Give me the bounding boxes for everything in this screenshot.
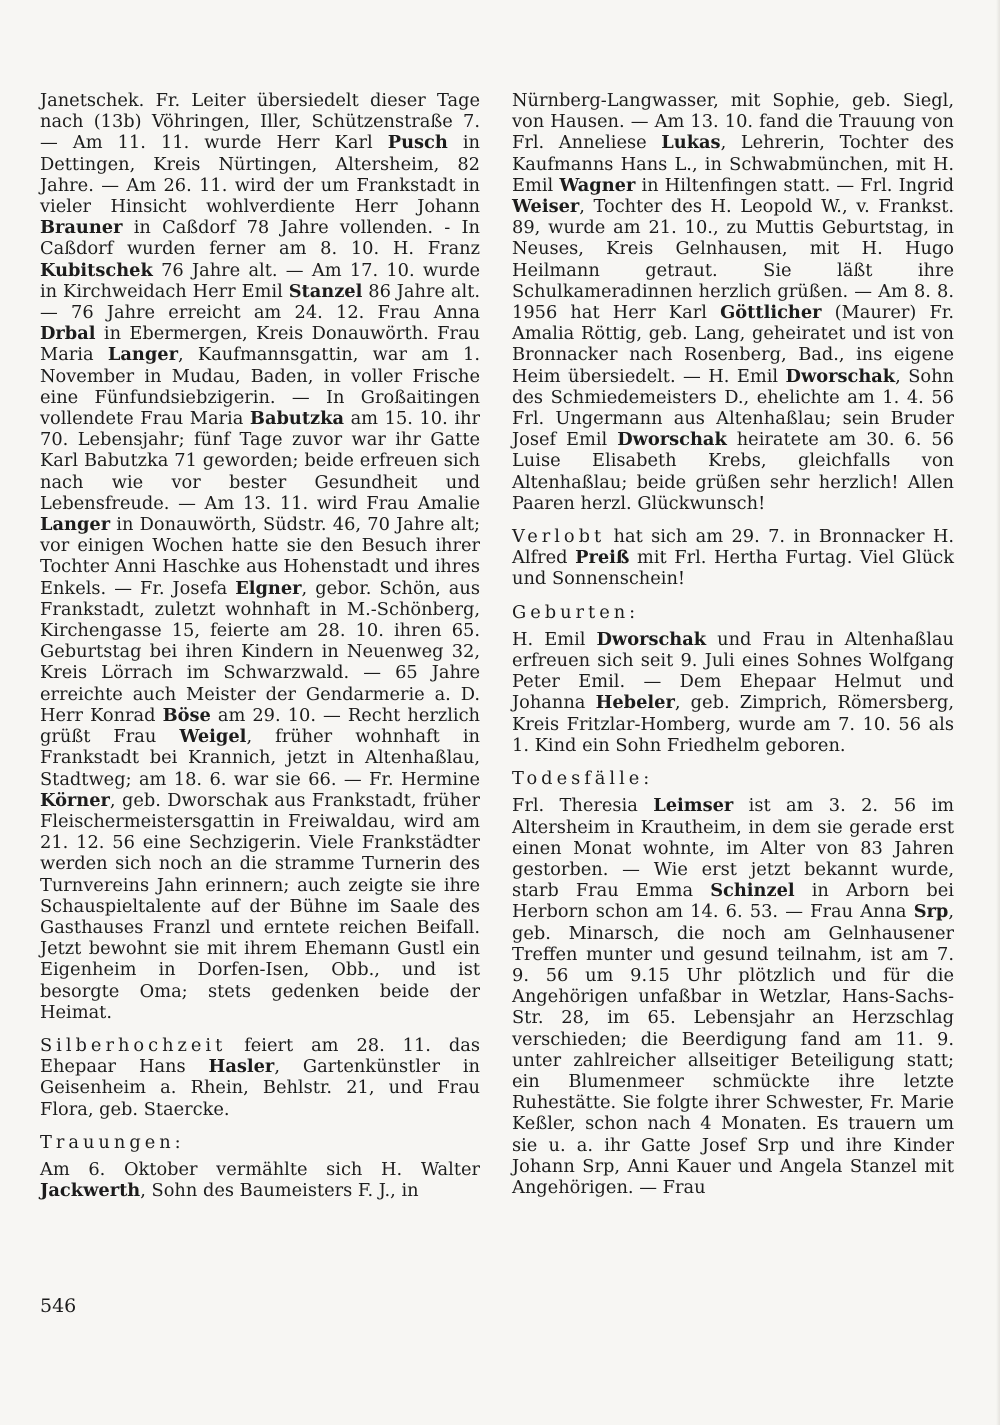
bold-name: Lukas bbox=[661, 132, 721, 154]
silver-wedding-paragraph bbox=[40, 1035, 480, 1120]
bold-name: Wagner bbox=[559, 174, 636, 196]
bold-name: Babutzka bbox=[249, 408, 344, 430]
weddings-paragraph: Am 6. Oktober vermählte sich H. Walter Jackwerth, Sohn des Baumeisters F. J., in bbox=[40, 1158, 480, 1202]
weddings-heading: Trauungen: bbox=[40, 1131, 185, 1153]
silver-wedding-heading: Silberhochzeit bbox=[40, 1034, 227, 1056]
bold-name: Dworschak bbox=[617, 429, 727, 451]
births-heading: Geburten: bbox=[512, 601, 640, 623]
bold-name: Jackwerth bbox=[40, 1180, 141, 1202]
bold-name: Elgner bbox=[235, 577, 302, 599]
bold-name: Hebeler bbox=[595, 692, 675, 714]
bold-name: Dworschak bbox=[785, 365, 896, 387]
bold-name: Stanzel bbox=[288, 280, 363, 302]
bold-name: Hasler bbox=[208, 1056, 275, 1078]
right-column bbox=[512, 90, 954, 1198]
page-number: 546 bbox=[40, 1295, 77, 1317]
bold-name: Pusch bbox=[387, 132, 448, 154]
bold-name: Weigel bbox=[179, 726, 247, 748]
births-paragraph: H. Emil Dworschak und Frau in Altenhaßlau erfreuen sich seit 9. Juli eines Sohnes Wolfgang Peter Emil. — Dem Ehepaar Helmut und Johanna Hebeler, geb. Zimprich, Römersberg, Kreis Fritzlar-Homberg, wurde am 7. 10. 56 als 1. Kind ein Sohn Friedhelm geboren. bbox=[512, 628, 955, 756]
bold-name: Kubitschek bbox=[40, 259, 153, 281]
bold-name: Dworschak bbox=[596, 628, 707, 650]
bold-name: Göttlicher bbox=[720, 302, 822, 324]
bold-name: Weiser bbox=[512, 196, 580, 218]
bold-name: Körner bbox=[40, 789, 110, 811]
deaths-paragraph: Frl. Theresia Leimser ist am 3. 2. 56 im Altersheim in Krautheim, in dem sie gerade erst einen Monat wohnte, im Alter von 83 Jahren gestorben. — Wie erst jetzt bekannt wurde, starb Frau Emma Schinzel in Arborn bei Herborn schon am 14. 6. 53. — Frau Anna Srp, geb. Minarsch, die noch am Gelnhausener Treffen munter und gesund teilnahm, ist am 7. 9. 56 um 9.15 Uhr plötzlich und für die Angehörigen unfaßbar in Wetzlar, Hans-Sachs-Str. 28, im 65. Lebensjahr an Herzschlag verschieden; die Beerdigung fand am 11. 9. unter zahlreicher allseitiger Beteiligung statt; ein Blumenmeer schmückte ihre letzte Ruhestätte. Sie folgte ihrer Schwester, Fr. Marie Keßler, schon nach 4 Monaten. Es trauern um sie u. a. ihr Gatte Josef Srp und ihre Kinder Johann Srp, Anni Kauer und Angela Stanzel mit Angehörigen. — Frau bbox=[512, 795, 954, 1198]
bold-name: Drbal bbox=[40, 323, 96, 345]
left-column bbox=[40, 90, 480, 1201]
silver-wedding-text: feiert am 28. 11. das Ehepaar Hans Hasler, Gartenkünstler in Geisenheim a. Rhein, Behlstr. 21, und Frau Flora, geb. Staercke. bbox=[40, 1034, 480, 1120]
bold-name: Schinzel bbox=[710, 880, 795, 902]
engagement-paragraph bbox=[512, 526, 954, 590]
bold-name: Brauner bbox=[40, 217, 123, 239]
left-paragraph-birthdays: Janetschek. Fr. Leiter übersiedelt dieser Tage nach (13b) Vöhringen, Iller, Schützenstraße 7. — Am 11. 11. wurde Herr Karl Pusch in Dettingen, Kreis Nürtingen, Altersheim, 82 Jahre. — Am 26. 11. wird der um Frankstadt in vieler Hinsicht wohlverdiente Herr Johann Brauner in Caßdorf 78 Jahre vollenden. - In Caßdorf wurden ferner am 8. 10. H. Franz Kubitschek 76 Jahre alt. — Am 17. 10. wurde in Kirchweidach Herr Emil Stanzel 86 Jahre alt. — 76 Jahre erreicht am 24. 12. Frau Anna Drbal in Ebermergen, Kreis Donauwörth. Frau Maria Langer, Kaufmannsgattin, war am 1. November in Mudau, Baden, in voller Frische eine Fünfundsiebzigerin. — In Großaitingen vollendete Frau Maria Babutzka am 15. 10. ihr 70. Lebensjahr; fünf Tage zuvor war ihr Gatte Karl Babutzka 71 geworden; beide erfreuen sich nach wie vor bester Gesundheit und Lebensfreude. — Am 13. 11. wird Frau Amalie Langer in Donauwörth, Südstr. 46, 70 Jahre alt; vor einigen Wochen hatte sie den Besuch ihrer Tochter Anni Haschke aus Hohenstadt und ihres Enkels. — Fr. Josefa Elgner, gebor. Schön, aus Frankstadt, zuletzt wohnhaft in M.-Schönberg, Kirchengasse 15, feierte am 28. 10. ihren 65. Geburtstag bei ihren Kindern in Neuenweg 32, Kreis Lörrach im Schwarzwald. — 65 Jahre erreichte auch Meister der Gendarmerie a. D. Herr Konrad Böse am 29. 10. — Recht herzlich grüßt Frau Weigel, früher wohnhaft in Frankstadt bei Krannich, jetzt in Altenhaßlau, Stadtweg; am 18. 6. war sie 66. — Fr. Hermine Körner, geb. Dworschak aus Frankstadt, früher Fleischermeistersgattin in Freiwaldau, wird am 21. 12. 56 eine Sechzigerin. Viele Frankstädter werden sich noch an die stramme Turnerin des Turnvereins Jahn erinnern; auch zeigte sie ihre Schauspieltalente auf der Bühne im Saale des Gasthauses Franzl und erntete reichen Beifall. Jetzt bewohnt sie mit ihrem Ehemann Gustl ein Eigenheim in Dorfen-Isen, Obb., und ist besorgte Oma; stets gedenken beide der Heimat. bbox=[40, 90, 481, 1023]
deaths-heading: Todesfälle: bbox=[512, 768, 654, 790]
right-paragraph-weddings-cont: Nürnberg-Langwasser, mit Sophie, geb. Siegl, von Hausen. — Am 13. 10. fand die Trauung von Frl. Anneliese Lukas, Lehrerin, Tochter des Kaufmanns Hans L., in Schwabmünchen, mit H. Emil Wagner in Hiltenfingen statt. — Frl. Ingrid Weiser, Tochter des H. Leopold W., v. Frankst. 89, wurde am 21. 10., zu Muttis Geburtstag, in Neuses, Kreis Gelnhausen, mit H. Hugo Heilmann getraut. Sie läßt ihre Schulkameradinnen herzlich grüßen. — Am 8. 8. 1956 hat Herr Karl Göttlicher (Maurer) Fr. Amalia Röttig, geb. Lang, geheiratet und ist von Bronnacker nach Rosenberg, Bad., ins eigene Heim übersiedelt. — H. Emil Dworschak, Sohn des Schmiedemeisters D., ehelichte am 1. 4. 56 Frl. Ungermann aus Altenhaßlau; sein Bruder Josef Emil Dworschak heiratete am 30. 6. 56 Luise Elisabeth Krebs, gleichfalls von Altenhaßlau; beide grüßen sehr herzlich! Allen Paaren herzl. Glückwunsch! bbox=[512, 90, 955, 514]
bold-name: Srp bbox=[913, 901, 949, 923]
bold-name: Langer bbox=[40, 514, 111, 536]
bold-name: Preiß bbox=[575, 547, 630, 569]
bold-name: Leimser bbox=[653, 795, 734, 817]
bold-name: Langer bbox=[107, 344, 178, 366]
engagement-text: hat sich am 29. 7. in Bronnacker H. Alfred Preiß mit Frl. Hertha Furtag. Viel Glück und Sonnenschein! bbox=[512, 526, 954, 590]
page-edge-shadow bbox=[996, 0, 1000, 1425]
bold-name: Böse bbox=[162, 704, 211, 726]
engagement-heading: Verlobt bbox=[512, 526, 606, 548]
